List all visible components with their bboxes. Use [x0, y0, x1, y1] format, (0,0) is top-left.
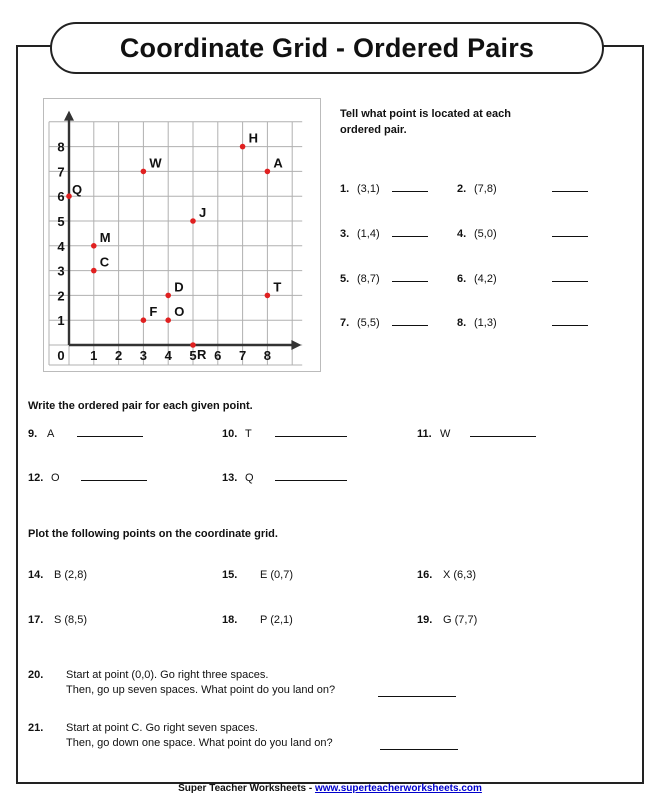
- answer-blank[interactable]: [378, 696, 456, 697]
- section1-question: [457, 183, 588, 195]
- question-number: 1.: [340, 183, 350, 195]
- question-number: 9.: [28, 428, 38, 440]
- answer-blank[interactable]: [470, 436, 536, 437]
- answer-blank[interactable]: [81, 480, 147, 481]
- y-tick-label: 6: [57, 189, 65, 205]
- section3-instruction: Plot the following points on the coordinate grid.: [28, 528, 278, 540]
- x-tick-label: 2: [114, 348, 123, 363]
- question-line-1: Start at point C. Go right seven spaces.: [66, 722, 258, 734]
- question-number: 12.: [28, 472, 44, 484]
- answer-blank[interactable]: [380, 749, 458, 750]
- question-pair: (7,8): [474, 183, 497, 195]
- question-pair: (1,4): [357, 228, 380, 240]
- section2-question: [28, 472, 147, 484]
- point-marker: [265, 293, 271, 299]
- point-marker: [265, 169, 271, 175]
- section2-question: [222, 472, 347, 484]
- question-point: P (2,1): [260, 614, 293, 626]
- question-point: A: [47, 428, 55, 440]
- answer-blank[interactable]: [552, 191, 588, 192]
- point-marker: [141, 169, 147, 175]
- point-label: T: [273, 279, 282, 295]
- point-label: R: [197, 347, 207, 362]
- section1-question: [340, 273, 428, 285]
- section3-question: [28, 614, 87, 626]
- point-marker: [190, 342, 196, 348]
- question-point: S (8,5): [54, 614, 88, 626]
- section3-question: [417, 614, 477, 626]
- answer-blank[interactable]: [392, 281, 428, 282]
- y-tick-label: 8: [57, 139, 65, 155]
- question-pair: (8,7): [357, 273, 380, 285]
- x-tick-label: 1: [90, 348, 98, 363]
- question-point: X (6,3): [443, 569, 477, 581]
- section3-question: [28, 569, 87, 581]
- question-number: 15.: [222, 569, 238, 581]
- question-pair: (4,2): [474, 273, 497, 285]
- question-number: 18.: [222, 614, 238, 626]
- y-tick-label: 5: [57, 214, 65, 229]
- section1-question: [457, 317, 588, 329]
- point-marker: [66, 193, 72, 199]
- point-marker: [91, 268, 97, 274]
- answer-blank[interactable]: [392, 236, 428, 237]
- answer-blank[interactable]: [275, 480, 347, 481]
- question-number: 4.: [457, 228, 467, 240]
- point-label: M: [99, 229, 111, 245]
- answer-blank[interactable]: [275, 436, 347, 437]
- frame-right: [642, 45, 644, 784]
- point-label: C: [99, 254, 110, 270]
- point-label: J: [199, 205, 207, 220]
- y-tick-label: 3: [57, 263, 65, 279]
- point-marker: [240, 144, 246, 150]
- question-point: B (2,8): [54, 569, 88, 581]
- grid-svg: [44, 99, 320, 371]
- section2-question: [222, 428, 347, 440]
- x-tick-label: 6: [214, 348, 222, 363]
- question-number: 21.: [28, 722, 44, 734]
- x-tick-label: 3: [139, 348, 148, 363]
- section2-question: [417, 428, 536, 440]
- question-number: 20.: [28, 669, 44, 681]
- question-number: 3.: [340, 228, 350, 240]
- question-point: O: [51, 472, 60, 484]
- question-number: 10.: [222, 428, 238, 440]
- question-pair: (5,5): [357, 317, 380, 329]
- question-pair: (5,0): [474, 228, 497, 240]
- answer-blank[interactable]: [552, 325, 588, 326]
- point-label: F: [149, 304, 158, 320]
- question-point: W: [440, 428, 451, 440]
- question-number: 2.: [457, 183, 467, 195]
- question-number: 11.: [417, 428, 432, 440]
- y-tick-label: 7: [57, 164, 65, 180]
- point-label: A: [273, 155, 283, 171]
- question-line-2: Then, go down one space. What point do you land on?: [66, 737, 333, 749]
- point-label: Q: [72, 182, 83, 198]
- footer: [0, 783, 660, 794]
- x-tick-label: 0: [57, 348, 65, 363]
- footer-link[interactable]: www.superteacherworksheets.com: [314, 783, 482, 794]
- question-number: 8.: [457, 317, 467, 329]
- y-tick-label: 2: [57, 288, 65, 304]
- y-axis-arrow: [64, 111, 74, 121]
- x-tick-label: 8: [263, 348, 272, 363]
- question-point: G (7,7): [443, 614, 478, 626]
- question-number: 13.: [222, 472, 238, 484]
- section1-question: [457, 228, 588, 240]
- section3-question: [222, 614, 293, 626]
- answer-blank[interactable]: [552, 281, 588, 282]
- answer-blank[interactable]: [77, 436, 143, 437]
- section1-question: [340, 228, 428, 240]
- question-point: Q: [245, 472, 254, 484]
- section3-question: [222, 569, 293, 581]
- question-point: T: [245, 428, 252, 440]
- section3-question: [417, 569, 476, 581]
- question-pair: (1,3): [474, 317, 497, 329]
- answer-blank[interactable]: [392, 191, 428, 192]
- section1-question: [340, 317, 428, 329]
- question-number: 17.: [28, 614, 44, 626]
- section1-instruction-2: ordered pair.: [340, 124, 407, 136]
- question-number: 7.: [340, 317, 350, 329]
- question-number: 16.: [417, 569, 433, 581]
- question-line-1: Start at point (0,0). Go right three spaces.: [66, 669, 269, 681]
- question-number: 6.: [457, 273, 467, 285]
- point-label: D: [174, 279, 184, 295]
- section2-question: [28, 428, 143, 440]
- point-label: O: [174, 304, 185, 320]
- section1-question: [457, 273, 588, 285]
- point-label: H: [248, 130, 258, 146]
- point-marker: [141, 317, 147, 323]
- point-marker: [165, 317, 171, 323]
- question-pair: (3,1): [357, 183, 380, 195]
- point-label: W: [149, 155, 162, 171]
- point-marker: [91, 243, 97, 249]
- answer-blank[interactable]: [552, 236, 588, 237]
- question-number: 14.: [28, 569, 44, 581]
- page-title: Coordinate Grid - Ordered Pairs: [50, 22, 604, 74]
- frame-left: [16, 45, 18, 784]
- section1-instruction-1: Tell what point is located at each: [340, 108, 511, 120]
- section2-instruction: Write the ordered pair for each given point.: [28, 400, 253, 412]
- question-line-2: Then, go up seven spaces. What point do you land on?: [66, 684, 336, 696]
- answer-blank[interactable]: [392, 325, 428, 326]
- y-tick-label: 4: [57, 238, 65, 254]
- point-marker: [165, 293, 171, 299]
- point-marker: [190, 218, 196, 224]
- x-axis-arrow: [291, 340, 301, 350]
- x-tick-label: 7: [238, 348, 247, 363]
- coordinate-grid: [43, 98, 321, 372]
- x-tick-label: 5: [189, 348, 197, 363]
- question-number: 5.: [340, 273, 350, 285]
- footer-prefix: Super Teacher Worksheets -: [178, 783, 315, 794]
- question-number: 19.: [417, 614, 433, 626]
- y-tick-label: 1: [57, 313, 65, 329]
- x-tick-label: 4: [164, 348, 172, 363]
- question-point: E (0,7): [260, 569, 294, 581]
- section1-question: [340, 183, 428, 195]
